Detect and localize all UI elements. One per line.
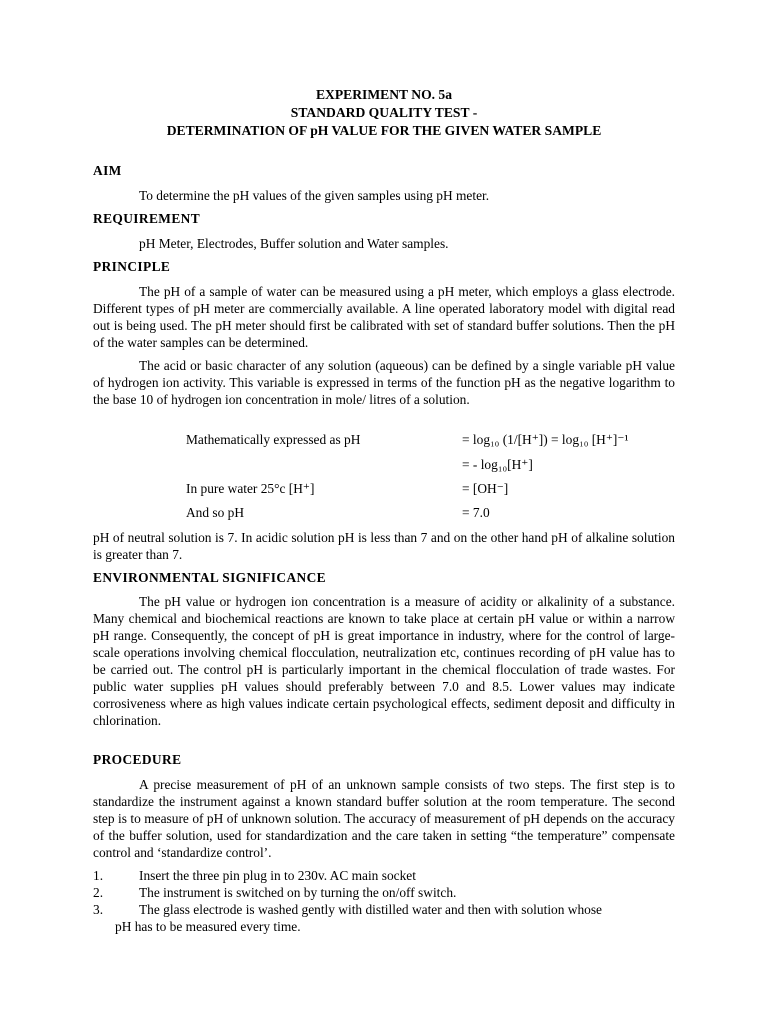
- experiment-number: EXPERIMENT NO. 5a: [315, 87, 453, 102]
- math-row-3-equation: = [OH⁻]: [462, 481, 509, 496]
- math-row-4-equation: = 7.0: [462, 505, 490, 520]
- principle-paragraph-3: pH of neutral solution is 7. In acidic solution pH is less than 7 and on the other hand pH of alkaline solution is greater than 7.: [93, 530, 675, 562]
- math-row-2-equation: = - log₁₀[H⁺]: [462, 457, 533, 472]
- requirement-heading: REQUIREMENT: [93, 211, 201, 226]
- step-text: Insert the three pin plug in to 230v. AC main socket: [139, 868, 416, 883]
- experiment-title: DETERMINATION OF pH VALUE FOR THE GIVEN WATER SAMPLE: [166, 123, 602, 138]
- step-text-continued: pH has to be measured every time.: [115, 919, 301, 934]
- test-name: STANDARD QUALITY TEST -: [290, 105, 478, 120]
- principle-paragraph-2: The acid or basic character of any solution (aqueous) can be defined by a single variable pH value of hydrogen ion activity. This variable is expressed in terms of the function pH as the negative logarithm to the base 10 of hydrogen ion concentration in mole/ litres of a solution.: [93, 358, 675, 407]
- math-row-1-equation: = log₁₀ (1/[H⁺]) = log₁₀ [H⁺]⁻¹: [462, 432, 629, 447]
- step-text: The instrument is switched on by turning the on/off switch.: [139, 885, 457, 900]
- procedure-text: A precise measurement of pH of an unknown sample consists of two steps. The first step is to standardize the instrument against a known standard buffer solution at the room temperature. The second step is to measure of pH of unknown solution. The accuracy of measurement of pH depends on the accuracy of the buffer solution, used for standardization and the care taken in setting “the temperature” compensate control and ‘standardize control’.: [93, 777, 675, 860]
- requirement-text: pH Meter, Electrodes, Buffer solution and Water samples.: [139, 236, 449, 251]
- principle-paragraph-1: The pH of a sample of water can be measured using a pH meter, which employs a glass electrode. Different types of pH meter are commercially available. A line operated laboratory model with digital read out is being used. The pH meter should first be calibrated with set of standard buffer solutions. Then the pH of the water samples can be determined.: [93, 284, 675, 350]
- step-number: 2.: [93, 885, 104, 900]
- environmental-text: The pH value or hydrogen ion concentration is a measure of acidity or alkalinity of a substance. Many chemical and biochemical reactions are known to take place at certain pH value or within a narrow pH range. Consequently, the concept of pH is great importance in industry, where for the control of large-scale operations involving chemical flocculation, neutralization etc, continues recording of pH value has to be carried out. The control pH is particularly important in the chemical flocculation of trade wastes. For public water supplies pH values should preferably between 7.0 and 8.5. Lower values may indicate corrosiveness where as high values indicate certain psychological effects, sediment deposit and difficulty in chlorination.: [93, 594, 675, 728]
- math-row-4-label: And so pH: [186, 505, 245, 520]
- step-number: 1.: [93, 868, 104, 883]
- procedure-step-1: [93, 867, 675, 884]
- step-text-wrapper: [115, 901, 675, 935]
- step-number: 3.: [93, 902, 104, 917]
- step-text: The glass electrode is washed gently with distilled water and then with solution whose: [139, 902, 602, 917]
- aim-text: To determine the pH values of the given samples using pH meter.: [139, 188, 490, 203]
- math-row-3-label: In pure water 25°c [H⁺]: [186, 481, 315, 496]
- principle-heading: PRINCIPLE: [93, 259, 171, 274]
- document-title: [0, 86, 768, 140]
- procedure-heading: PROCEDURE: [93, 752, 182, 767]
- aim-heading: AIM: [93, 163, 122, 178]
- math-row-1-label: Mathematically expressed as pH: [186, 432, 361, 447]
- procedure-step-2: [93, 884, 675, 901]
- environmental-heading: ENVIRONMENTAL SIGNIFICANCE: [93, 570, 326, 585]
- procedure-step-3: [93, 901, 675, 935]
